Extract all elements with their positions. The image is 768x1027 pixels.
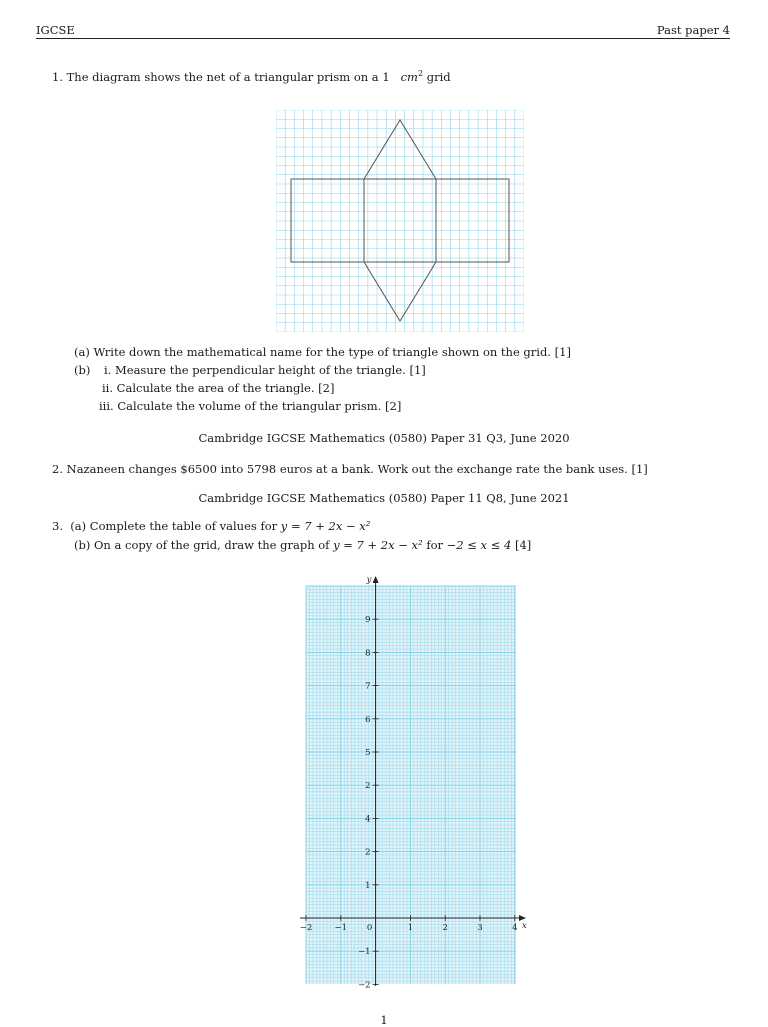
part-label: (a) <box>74 345 90 359</box>
subpart-label: iii. <box>99 399 114 413</box>
x-tick-label: −1 <box>334 923 348 933</box>
part-label: (a) <box>70 519 87 533</box>
x-axis-label: x <box>522 921 527 931</box>
part-text: Write down the mathematical name for the type of triangle shown on the grid. [1] <box>93 345 571 359</box>
question-text: The diagram shows the net of a triangular prism on a 1 <box>66 70 390 84</box>
y-tick-label: 5 <box>365 748 371 758</box>
question-3b <box>74 538 531 552</box>
x-tick-label: 3 <box>477 923 483 933</box>
question-2 <box>52 462 648 476</box>
subpart-text: Calculate the volume of the triangular prism. [2] <box>117 399 402 413</box>
question-3a <box>52 519 370 533</box>
header-rule <box>36 38 730 39</box>
page-number: 1 <box>380 1013 388 1027</box>
equation: y = 7 + 2x − x² <box>280 519 371 533</box>
header-left: IGCSE <box>36 23 75 37</box>
y-axis-label: y <box>366 575 372 585</box>
question-text-end: grid <box>426 70 451 84</box>
question-number: 2. <box>52 462 63 476</box>
y-tick-label: 6 <box>365 714 371 725</box>
x-tick-label: −2 <box>299 923 313 933</box>
net-triangle-bottom <box>364 262 436 321</box>
subpart-label: ii. <box>102 381 114 395</box>
question-1b-iii <box>99 399 401 413</box>
y-tick-label: 7 <box>365 681 371 692</box>
graph-grid <box>296 572 536 992</box>
y-tick-label: 2 <box>365 781 371 792</box>
x-tick-label: 1 <box>407 923 414 933</box>
net-outline <box>291 120 509 321</box>
net-rectangle-right <box>436 179 509 262</box>
y-axis-arrow-icon <box>373 576 379 583</box>
x-tick-label: 4 <box>512 923 518 933</box>
question-1b-ii <box>102 381 334 395</box>
subpart-text: Measure the perpendicular height of the triangle. [1] <box>115 363 426 377</box>
y-tick-label: 8 <box>365 648 371 659</box>
question-1b-i <box>104 363 426 377</box>
net-triangle-top <box>364 120 436 179</box>
part-label: (b) <box>74 538 91 552</box>
part-text: On a copy of the grid, draw the graph of <box>94 538 330 552</box>
unit-exponent: 2 <box>417 69 424 79</box>
y-tick-label: 1 <box>365 880 371 891</box>
y-tick-label: 2 <box>365 847 371 858</box>
x-tick-label: 0 <box>366 923 373 933</box>
question-1b-label: (b) <box>74 363 91 377</box>
net-rectangle-middle <box>364 179 436 262</box>
question-1a <box>74 345 571 359</box>
net-grid <box>276 110 524 332</box>
part-text: Complete the table of values for <box>89 519 278 533</box>
y-tick-label: 9 <box>365 615 371 626</box>
domain-range: −2 ≤ x ≤ 4 <box>446 538 512 552</box>
question-number: 1. <box>52 70 63 84</box>
subpart-text: Calculate the area of the triangle. [2] <box>116 381 335 395</box>
unit: cm <box>400 70 418 84</box>
x-tick-label: 2 <box>442 923 448 933</box>
question-1-source: Cambridge IGCSE Mathematics (0580) Paper 31 Q3, June 2020 <box>198 431 570 445</box>
part-text-connector: for <box>426 538 443 552</box>
question-2-source: Cambridge IGCSE Mathematics (0580) Paper 11 Q8, June 2021 <box>198 491 570 505</box>
subpart-label: i. <box>104 363 112 377</box>
question-1-stem <box>52 70 451 84</box>
y-tick-label: −2 <box>358 980 371 991</box>
header-right: Past paper 4 <box>656 23 730 37</box>
question-text: Nazaneen changes $6500 into 5798 euros at a bank. Work out the exchange rate the bank uses. [1] <box>66 462 648 476</box>
question-number: 3. <box>52 519 63 533</box>
net-rectangle-left <box>291 179 364 262</box>
equation: y = 7 + 2x − x² <box>333 538 423 552</box>
marks: [4] <box>514 538 532 552</box>
prism-net-diagram <box>276 110 524 332</box>
y-tick-label: −1 <box>358 947 371 958</box>
y-tick-label: 4 <box>365 814 371 825</box>
